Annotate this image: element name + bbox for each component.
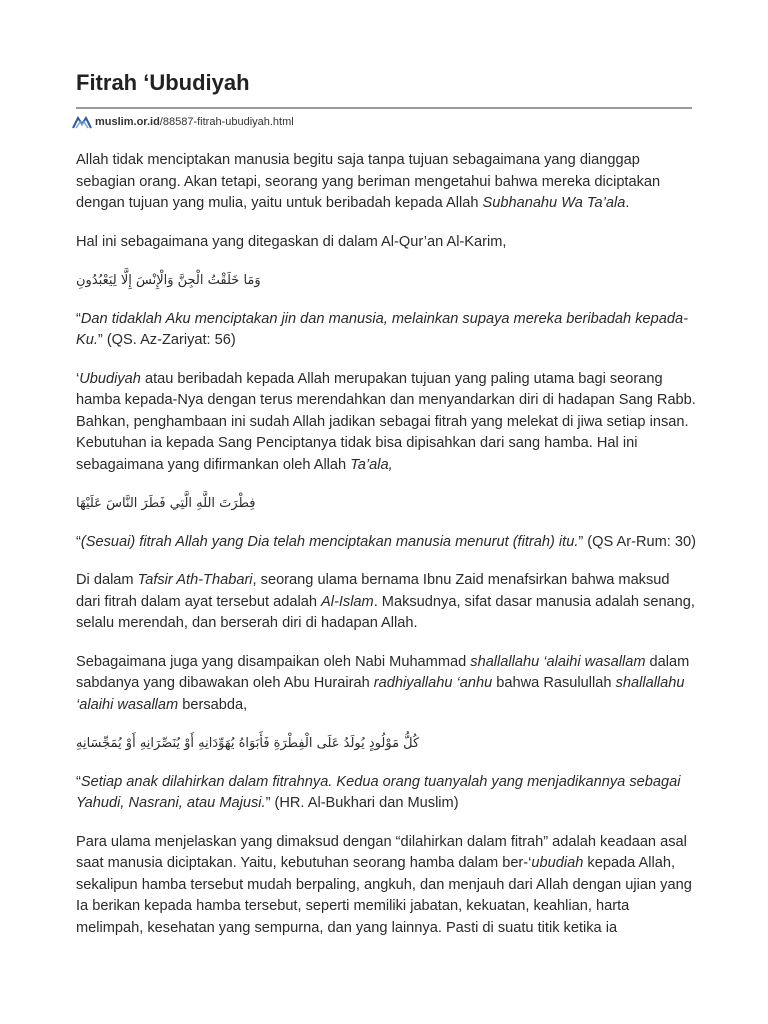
- paragraph: Sebagaimana juga yang disampaikan oleh Nabi Muhammad shallallahu ‘alaihi wasallam dalam sabdanya yang dibawakan oleh Abu Hurairah radhiyallahu ‘anhu bahwa Rasulullah shallallahu ‘alaihi wasallam bersabda,: [76, 653, 690, 713]
- source-link[interactable]: [72, 114, 294, 130]
- page-title: Fitrah ‘Ubudiyah: [76, 70, 250, 95]
- paragraph: ‘Ubudiyah atau beribadah kepada Allah merupakan tujuan yang paling utama bagi seorang hamba kepada-Nya dengan terus merendahkan dan menyandarkan diri di hadapan Sang Rabb. Bahkan, penghambaan ini sudah Allah jadikan sebagai fitrah yang melekat di jiwa setiap insan. Kebutuhan ia kepada Sang Penciptanya tidak bisa dipisahkan dari sang hamba. Hal ini sebagaimana yang difirmankan oleh Allah Ta’ala,: [76, 370, 696, 473]
- arabic-verse: وَمَا خَلَقْتُ الْجِنَّ وَالْإِنْسَ إِلَّا لِيَعْبُدُونِ: [76, 273, 261, 288]
- title-divider: [76, 107, 692, 109]
- paragraph: Allah tidak menciptakan manusia begitu saja tanpa tujuan sebagaimana yang dianggap sebagian orang. Akan tetapi, seorang yang beriman mengetahui bahwa mereka diciptakan dengan tujuan yang mulia, yaitu untuk beribadah kepada Allah Subhanahu Wa Ta’ala.: [76, 152, 661, 211]
- paragraph: Para ulama menjelaskan yang dimaksud dengan “dilahirkan dalam fitrah” adalah keadaan asal saat manusia diciptakan. Yaitu, kebutuhan seorang hamba dalam ber-‘ubudiah kepada Allah, sekalipun hamba tersebut mudah berpaling, angkuh, dan menjauh dari Allah dengan ujian yang Ia berikan kepada hamba tersebut, seperti memiliki jabatan, kekuatan, keahlian, harta melimpah, kesehatan yang sempurna, dan yang lainnya. Pasti di suatu titik ketika ia: [76, 833, 692, 936]
- translation-quote: “Dan tidaklah Aku menciptakan jin dan manusia, melainkan supaya mereka beribadah kepada-Ku.” (QS. Az-Zariyat: 56): [76, 310, 688, 348]
- translation-quote: “(Sesuai) fitrah Allah yang Dia telah menciptakan manusia menurut (fitrah) itu.” (QS Ar-Rum: 30): [76, 533, 696, 550]
- source-domain: muslim.or.id: [95, 116, 160, 128]
- muslim-or-id-logo-icon: [72, 114, 92, 130]
- source-path: /88587-fitrah-ubudiyah.html: [159, 116, 294, 128]
- paragraph: Hal ini sebagaimana yang ditegaskan di dalam Al-Qur’an Al-Karim,: [76, 233, 507, 250]
- paragraph: Di dalam Tafsir Ath-Thabari, seorang ulama bernama Ibnu Zaid menafsirkan bahwa maksud dari fitrah dalam ayat tersebut adalah Al-Islam. Maksudnya, sifat dasar manusia adalah senang, selalu merendah, dan berserah diri di hadapan Allah.: [76, 572, 695, 631]
- arabic-verse: فِطْرَتَ اللَّهِ الَّتِي فَطَرَ النَّاسَ عَلَيْهَا: [76, 496, 256, 511]
- translation-quote: “Setiap anak dilahirkan dalam fitrahnya. Kedua orang tuanyalah yang menjadikannya sebagai Yahudi, Nasrani, atau Majusi.” (HR. Al-Bukhari dan Muslim): [76, 773, 681, 811]
- arabic-hadith: كُلُّ مَوْلُودٍ يُولَدُ عَلَى الْفِطْرَةِ فَأَبَوَاهُ يُهَوِّدَانِهِ أَوْ يُنَصِّرَانِهِ أَوْ يُمَجِّسَانِهِ: [76, 736, 420, 751]
- article-body: [76, 150, 696, 956]
